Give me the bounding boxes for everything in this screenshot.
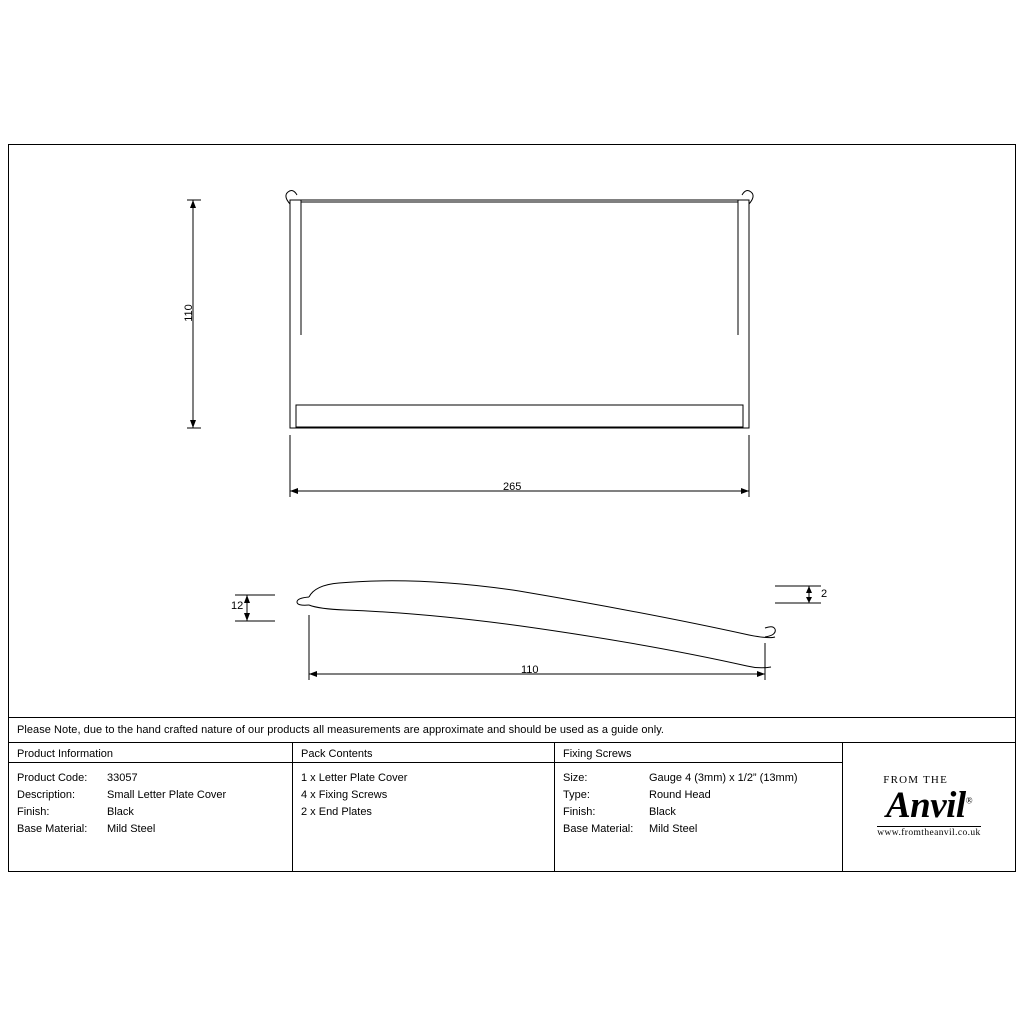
drawing-sheet xyxy=(8,144,1016,872)
drawing-svg xyxy=(9,145,1015,717)
list-item: 4 x Fixing Screws xyxy=(301,789,388,801)
table-row xyxy=(563,821,842,838)
screw-size-label: Size: xyxy=(563,772,588,784)
finish-value: Black xyxy=(107,806,134,818)
pack-contents-column xyxy=(293,743,555,871)
logo-top-text: FROM THE xyxy=(883,774,948,787)
side-right-dimension-label: 2 xyxy=(821,588,828,600)
base-material-value: Mild Steel xyxy=(107,823,156,835)
list-item: 2 x End Plates xyxy=(301,806,372,818)
logo-wordmark xyxy=(885,785,973,827)
side-depth-dimension-label: 110 xyxy=(521,664,539,676)
fixing-screws-column xyxy=(555,743,843,871)
pack-contents-heading: Pack Contents xyxy=(301,748,373,760)
measurement-note-row xyxy=(9,717,1015,743)
screw-size-value: Gauge 4 (3mm) x 1/2” (13mm) xyxy=(649,772,798,784)
screw-type-label: Type: xyxy=(563,789,590,801)
screw-type-value: Round Head xyxy=(649,789,711,801)
table-row xyxy=(563,770,842,787)
brand-logo xyxy=(843,743,1015,871)
product-code-value: 33057 xyxy=(107,772,138,784)
description-label: Description: xyxy=(17,789,76,801)
table-row xyxy=(563,804,842,821)
logo-url-text: www.fromtheanvil.co.uk xyxy=(877,828,981,839)
table-row xyxy=(17,787,292,804)
screw-finish-value: Black xyxy=(649,806,676,818)
base-material-label: Base Material: xyxy=(17,823,88,835)
registered-trademark-icon: ® xyxy=(965,795,973,806)
column-divider xyxy=(555,762,842,763)
product-information-body xyxy=(9,762,292,838)
description-value: Small Letter Plate Cover xyxy=(107,789,227,801)
brand-logo-column xyxy=(843,743,1015,871)
product-information-heading: Product Information xyxy=(17,748,113,760)
column-divider xyxy=(293,762,554,763)
screw-base-material-value: Mild Steel xyxy=(649,823,698,835)
screw-base-material-label: Base Material: xyxy=(563,823,634,835)
technical-drawing-area xyxy=(9,145,1015,717)
table-row xyxy=(17,804,292,821)
list-item: 1 x Letter Plate Cover xyxy=(301,772,408,784)
fixing-screws-body xyxy=(555,762,842,838)
finish-label: Finish: xyxy=(17,806,50,818)
table-row xyxy=(17,821,292,838)
front-width-dimension-label: 265 xyxy=(503,481,522,493)
information-table xyxy=(9,743,1015,871)
side-left-dimension-label: 12 xyxy=(231,600,244,612)
logo-main-text: Anvil xyxy=(885,785,966,827)
table-row xyxy=(563,787,842,804)
table-row xyxy=(17,770,292,787)
screw-finish-label: Finish: xyxy=(563,806,596,818)
fixing-screws-heading: Fixing Screws xyxy=(563,748,632,760)
product-information-column xyxy=(9,743,293,871)
front-height-dimension-label: 110 xyxy=(183,304,195,322)
product-code-label: Product Code: xyxy=(17,772,88,784)
pack-contents-body xyxy=(293,762,554,821)
measurement-note-text: Please Note, due to the hand crafted nature of our products all measurements are approximate and should be used as a guide only. xyxy=(17,724,665,736)
column-divider xyxy=(9,762,292,763)
